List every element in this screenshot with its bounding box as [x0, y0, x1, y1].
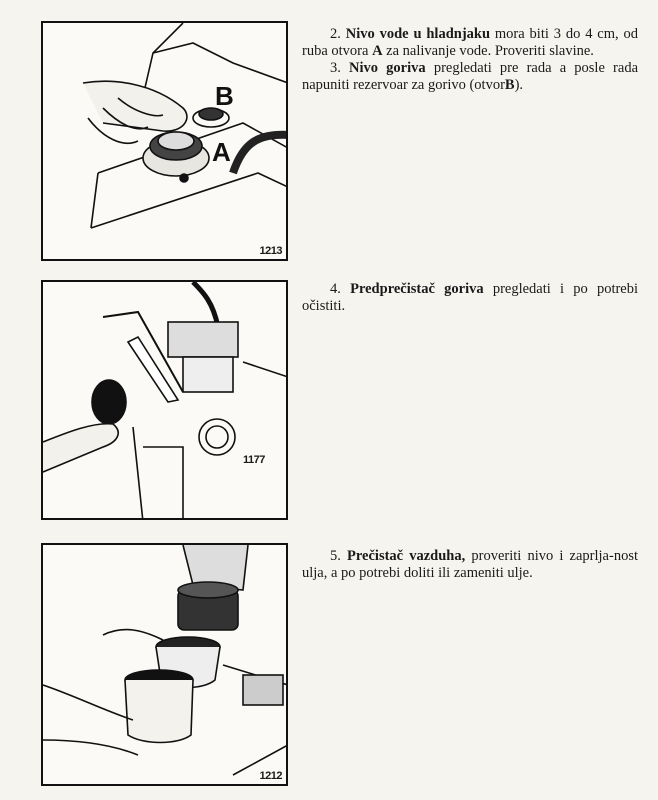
- item-3-text: pregledati pre rada a posle rada napuniti rezervoar za gorivo (otvor: [302, 60, 639, 93]
- item-3-heading: Nivo goriva: [349, 60, 426, 76]
- item-2: [302, 26, 638, 60]
- item-2-text-cont: za nalivanje vode. Proveriti slavine.: [386, 43, 594, 59]
- item-2-callout-ref: A: [372, 43, 383, 59]
- item-4-heading: Predprečistač goriva: [350, 281, 484, 297]
- item-5-text: proveriti nivo i zaprlja-nost ulja, a po potrebi doliti ili zameniti ulje.: [302, 548, 638, 581]
- item-5: [302, 548, 638, 582]
- text-item-4: [302, 281, 638, 315]
- item-3-number: 3.: [330, 60, 341, 76]
- figure-radiator-cap: [41, 21, 288, 261]
- fuel-prefilter-illustration: [43, 282, 288, 520]
- item-4-text: pregledati i po potrebi očistiti.: [302, 281, 639, 314]
- item-3-text-end: ).: [514, 77, 524, 93]
- item-3: [302, 60, 638, 94]
- item-4: [302, 281, 638, 315]
- callout-b: B: [215, 81, 234, 111]
- item-5-number: 5.: [330, 548, 341, 564]
- callout-a: A: [212, 137, 231, 167]
- air-filter-illustration: [43, 545, 288, 786]
- item-2-text: mora biti 3 do 4 cm, od ruba otvora: [302, 26, 639, 59]
- radiator-cap-illustration: [43, 23, 288, 261]
- figure-number: 1212: [259, 770, 282, 782]
- figure-number: 1213: [259, 245, 282, 257]
- item-5-heading: Prečistač vazduha,: [347, 548, 466, 564]
- item-4-number: 4.: [330, 281, 341, 297]
- text-items-2-3: [302, 26, 638, 94]
- item-2-number: 2.: [330, 26, 341, 42]
- item-2-heading: Nivo vode u hladnjaku: [345, 26, 491, 42]
- figure-number: 1177: [243, 454, 265, 466]
- text-item-5: [302, 548, 638, 582]
- figure-fuel-prefilter: [41, 280, 288, 520]
- figure-air-filter: [41, 543, 288, 786]
- item-3-callout-ref: B: [504, 77, 515, 93]
